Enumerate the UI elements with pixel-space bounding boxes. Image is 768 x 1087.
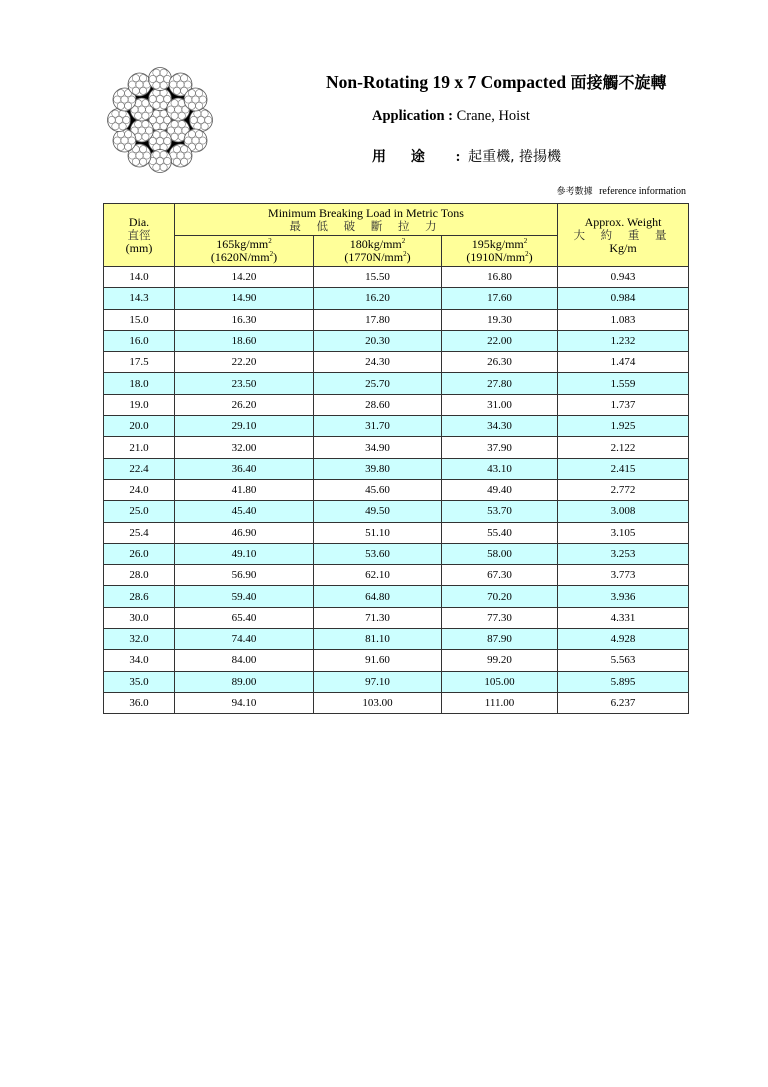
mbl-165-cell: 14.20 — [175, 267, 314, 288]
dia-cell: 32.0 — [104, 629, 175, 650]
mbl-195-cell: 31.00 — [442, 394, 558, 415]
usage-label: 用 途 — [372, 149, 435, 165]
rope-strand — [169, 144, 192, 167]
mbl-180-cell: 17.80 — [314, 309, 442, 330]
mbl-180-cell: 64.80 — [314, 586, 442, 607]
weight-cell: 1.232 — [558, 330, 689, 351]
mbl-180-cell: 20.30 — [314, 330, 442, 351]
mbl-165-cell: 89.00 — [175, 671, 314, 692]
dia-cell: 26.0 — [104, 543, 175, 564]
weight-cell: 1.559 — [558, 373, 689, 394]
mbl-header-zh: 最 低 破 斷 拉 力 — [289, 218, 443, 233]
application-label: Application : — [372, 108, 453, 124]
mbl-195-cell: 37.90 — [442, 437, 558, 458]
weight-cell: 4.331 — [558, 607, 689, 628]
table-row — [104, 522, 689, 543]
weight-cell: 5.895 — [558, 671, 689, 692]
grade-n: $(1770N/mm^2)$ — [344, 250, 411, 264]
application-value: Crane, Hoist — [456, 108, 530, 124]
weight-cell: 1.925 — [558, 416, 689, 437]
mbl-195-cell: 22.00 — [442, 330, 558, 351]
mbl-180-cell: 34.90 — [314, 437, 442, 458]
mbl-195-cell: 26.30 — [442, 352, 558, 373]
mbl-195-cell: 17.60 — [442, 288, 558, 309]
mbl-195-cell: 58.00 — [442, 543, 558, 564]
mbl-180-cell: 31.70 — [314, 416, 442, 437]
weight-cell: 2.122 — [558, 437, 689, 458]
dia-cell: 30.0 — [104, 607, 175, 628]
mbl-195-cell: 99.20 — [442, 650, 558, 671]
breaking-load-table — [103, 203, 689, 714]
mbl-165-cell: 29.10 — [175, 416, 314, 437]
dia-cell: 15.0 — [104, 309, 175, 330]
mbl-180-cell: 49.50 — [314, 501, 442, 522]
table-row — [104, 501, 689, 522]
wire-rope-cross-section-icon — [107, 67, 213, 173]
mbl-180-cell: 24.30 — [314, 352, 442, 373]
mbl-165-cell: 65.40 — [175, 607, 314, 628]
grade-n: $(1910N/mm^2)$ — [466, 250, 533, 264]
dia-header-zh: 直徑 — [127, 227, 151, 242]
weight-cell: 5.563 — [558, 650, 689, 671]
weight-cell: 3.253 — [558, 543, 689, 564]
mbl-165-cell: 22.20 — [175, 352, 314, 373]
mbl-165-cell: 16.30 — [175, 309, 314, 330]
table-row — [104, 437, 689, 458]
mbl-165-cell: 18.60 — [175, 330, 314, 351]
dia-cell: 22.4 — [104, 458, 175, 479]
title-chinese: 面接觸不旋轉 — [570, 73, 667, 92]
weight-cell: 3.936 — [558, 586, 689, 607]
mbl-165-cell: 45.40 — [175, 501, 314, 522]
weight-cell: 3.105 — [558, 522, 689, 543]
mbl-165-cell: 41.80 — [175, 479, 314, 500]
mbl-165-cell: 36.40 — [175, 458, 314, 479]
mbl-195-cell: 105.00 — [442, 671, 558, 692]
mbl-180-cell: 81.10 — [314, 629, 442, 650]
mbl-header — [175, 204, 558, 236]
mbl-180-cell: 103.00 — [314, 692, 442, 713]
mbl-165-cell: 49.10 — [175, 543, 314, 564]
product-title — [326, 70, 667, 93]
weight-header-unit: Kg/m — [609, 240, 637, 255]
reference-note — [557, 184, 686, 197]
table-row — [104, 650, 689, 671]
rope-strand — [128, 73, 151, 96]
table-row — [104, 373, 689, 394]
grade-n: $(1620N/mm^2)$ — [210, 250, 278, 264]
table-row — [104, 267, 689, 288]
table-row — [104, 288, 689, 309]
mbl-195-cell: 19.30 — [442, 309, 558, 330]
dia-cell: 17.5 — [104, 352, 175, 373]
grade-kg: $180kg/mm^2$ — [349, 237, 406, 251]
weight-cell: 2.415 — [558, 458, 689, 479]
weight-cell: 0.984 — [558, 288, 689, 309]
table-row — [104, 479, 689, 500]
dia-header-unit: (mm) — [125, 240, 153, 255]
weight-cell: 1.474 — [558, 352, 689, 373]
mbl-195-cell: 49.40 — [442, 479, 558, 500]
rope-strand — [149, 150, 172, 173]
dia-cell: 36.0 — [104, 692, 175, 713]
mbl-195-cell: 70.20 — [442, 586, 558, 607]
title-english: Non-Rotating 19 x 7 Compacted — [326, 72, 567, 92]
mbl-180-cell: 15.50 — [314, 267, 442, 288]
mbl-165-cell: 59.40 — [175, 586, 314, 607]
mbl-165-cell: 56.90 — [175, 565, 314, 586]
weight-cell: 3.008 — [558, 501, 689, 522]
dia-cell: 28.6 — [104, 586, 175, 607]
table-row — [104, 416, 689, 437]
dia-cell: 14.0 — [104, 267, 175, 288]
application-row — [372, 108, 530, 125]
dia-cell: 34.0 — [104, 650, 175, 671]
usage-colon: : — [455, 149, 461, 165]
table-row — [104, 394, 689, 415]
mbl-180-cell: 53.60 — [314, 543, 442, 564]
mbl-165-cell: 23.50 — [175, 373, 314, 394]
mbl-180-cell: 25.70 — [314, 373, 442, 394]
mbl-165-cell: 74.40 — [175, 629, 314, 650]
mbl-195-cell: 34.30 — [442, 416, 558, 437]
mbl-195-cell: 16.80 — [442, 267, 558, 288]
mbl-180-cell: 45.60 — [314, 479, 442, 500]
mbl-165-cell: 14.90 — [175, 288, 314, 309]
mbl-180-cell: 62.10 — [314, 565, 442, 586]
grade-kg: $195kg/mm^2$ — [471, 237, 528, 251]
table-row — [104, 692, 689, 713]
table-row — [104, 586, 689, 607]
mbl-header-en: Minimum Breaking Load in Metric Tons — [268, 205, 464, 220]
grade-kg: $165kg/mm^2$ — [216, 237, 272, 251]
mbl-165-cell: 84.00 — [175, 650, 314, 671]
table-row — [104, 565, 689, 586]
weight-header-zh: 大 約 重 量 — [573, 227, 673, 242]
mbl-195-cell: 87.90 — [442, 629, 558, 650]
dia-cell: 24.0 — [104, 479, 175, 500]
table-row — [104, 330, 689, 351]
table-row — [104, 671, 689, 692]
table-row — [104, 629, 689, 650]
weight-cell: 4.928 — [558, 629, 689, 650]
mbl-180-cell: 16.20 — [314, 288, 442, 309]
rope-strand — [184, 88, 207, 111]
weight-cell: 1.083 — [558, 309, 689, 330]
dia-cell: 19.0 — [104, 394, 175, 415]
dia-cell: 20.0 — [104, 416, 175, 437]
mbl-195-cell: 77.30 — [442, 607, 558, 628]
grade-header — [442, 236, 558, 267]
dia-cell: 35.0 — [104, 671, 175, 692]
mbl-180-cell: 91.60 — [314, 650, 442, 671]
dia-cell: 25.4 — [104, 522, 175, 543]
mbl-195-cell: 53.70 — [442, 501, 558, 522]
table-row — [104, 543, 689, 564]
table-row — [104, 607, 689, 628]
weight-header-en: Approx. Weight — [584, 214, 662, 229]
mbl-195-cell: 111.00 — [442, 692, 558, 713]
reference-chinese: 參考數據 — [556, 187, 593, 197]
usage-row — [372, 146, 561, 166]
weight-header — [558, 204, 689, 267]
mbl-195-cell: 43.10 — [442, 458, 558, 479]
grade-header — [175, 236, 314, 267]
rope-strand — [149, 68, 172, 91]
mbl-195-cell: 27.80 — [442, 373, 558, 394]
dia-cell: 14.3 — [104, 288, 175, 309]
weight-cell: 1.737 — [558, 394, 689, 415]
dia-cell: 18.0 — [104, 373, 175, 394]
dia-cell: 16.0 — [104, 330, 175, 351]
mbl-180-cell: 28.60 — [314, 394, 442, 415]
dia-header — [104, 204, 175, 267]
dia-cell: 25.0 — [104, 501, 175, 522]
grade-header — [314, 236, 442, 267]
mbl-180-cell: 39.80 — [314, 458, 442, 479]
rope-strand — [190, 109, 213, 132]
mbl-165-cell: 94.10 — [175, 692, 314, 713]
usage-value: 起重機, 捲揚機 — [468, 149, 561, 165]
table-row — [104, 458, 689, 479]
mbl-180-cell: 97.10 — [314, 671, 442, 692]
weight-cell: 6.237 — [558, 692, 689, 713]
rope-strand — [113, 129, 136, 152]
mbl-165-cell: 26.20 — [175, 394, 314, 415]
reference-english: reference information — [599, 186, 686, 197]
table-row — [104, 352, 689, 373]
weight-cell: 2.772 — [558, 479, 689, 500]
dia-header-en: Dia. — [128, 214, 150, 229]
mbl-165-cell: 46.90 — [175, 522, 314, 543]
dia-cell: 28.0 — [104, 565, 175, 586]
weight-cell: 0.943 — [558, 267, 689, 288]
weight-cell: 3.773 — [558, 565, 689, 586]
rope-strand — [108, 109, 131, 132]
mbl-195-cell: 55.40 — [442, 522, 558, 543]
mbl-180-cell: 71.30 — [314, 607, 442, 628]
mbl-180-cell: 51.10 — [314, 522, 442, 543]
mbl-195-cell: 67.30 — [442, 565, 558, 586]
mbl-165-cell: 32.00 — [175, 437, 314, 458]
table-row — [104, 309, 689, 330]
dia-cell: 21.0 — [104, 437, 175, 458]
